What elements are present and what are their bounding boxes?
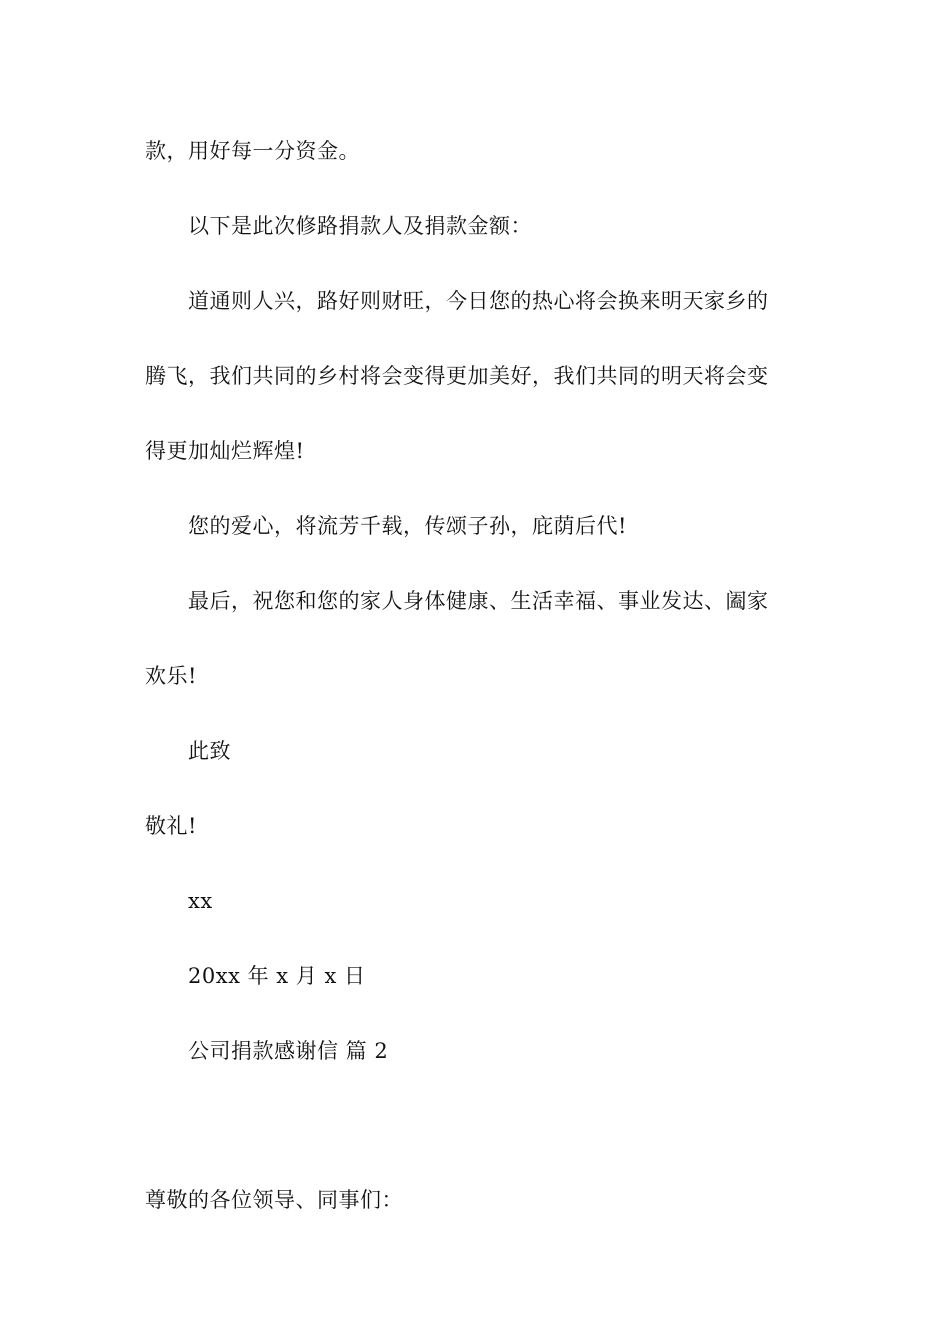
- section-title: 公司捐款感谢信 篇 2: [188, 1039, 389, 1063]
- letter-greeting: 尊敬的各位领导、同事们：: [145, 1188, 403, 1212]
- signature-name: xx: [188, 889, 213, 913]
- paragraph-line: 道通则人兴，路好则财旺，今日您的热心将会换来明天家乡的: [188, 289, 769, 313]
- paragraph-line: 您的爱心，将流芳千载，传颂子孙，庇荫后代!: [188, 514, 627, 538]
- signature-date: 20xx 年 x 月 x 日: [188, 964, 366, 988]
- closing-salutation: 此致: [188, 739, 231, 763]
- closing-regards: 敬礼!: [145, 814, 197, 838]
- paragraph-line: 得更加灿烂辉煌!: [145, 439, 305, 463]
- paragraph-line: 腾飞，我们共同的乡村将会变得更加美好，我们共同的明天将会变: [145, 364, 769, 388]
- paragraph-line: 款，用好每一分资金。: [145, 139, 360, 163]
- paragraph-line: 以下是此次修路捐款人及捐款金额：: [188, 214, 532, 238]
- paragraph-line: 最后，祝您和您的家人身体健康、生活幸福、事业发达、阖家: [188, 589, 769, 613]
- paragraph-line: 欢乐!: [145, 664, 197, 688]
